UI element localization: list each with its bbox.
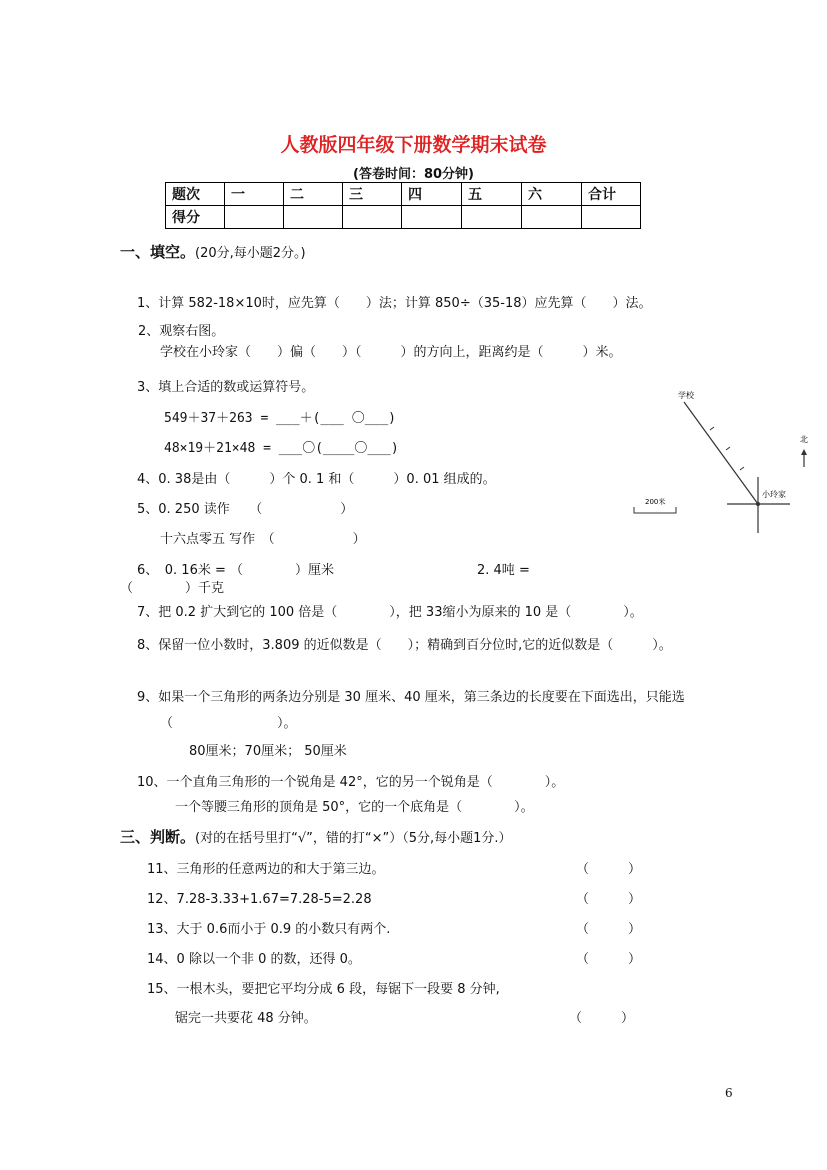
question-10-line-1: 10、一个直角三角形的一个锐角是 42°，它的另一个锐角是（ ）。	[137, 775, 565, 790]
table-cell: 题次	[166, 183, 225, 206]
question-3-line-2: 48×19＋21×48 = ___〇(____〇___)	[164, 441, 399, 456]
question-6-part-2: 2. 4吨 =	[477, 563, 530, 578]
question-10-line-2: 一个等腰三角形的顶角是 50°，它的一个底角是（ ）。	[175, 800, 534, 815]
page-number: 6	[725, 1086, 733, 1100]
table-cell[interactable]	[582, 206, 641, 229]
question-5-line-2: 十六点零五 写作 （ ）	[160, 532, 366, 547]
question-4: 4、0. 38是由（ ）个 0. 1 和（ ）0. 01 组成的。	[137, 472, 496, 487]
question-11: 11、三角形的任意两边的和大于第三边。	[147, 862, 385, 877]
tick-mark	[710, 427, 714, 430]
school-label: 学校	[678, 391, 694, 400]
table-cell[interactable]	[462, 206, 522, 229]
table-cell: 得分	[166, 206, 225, 229]
table-cell: 合计	[582, 183, 641, 206]
question-9-prompt: 9、如果一个三角形的两条边分别是 30 厘米、40 厘米，第三条边的长度要在下面选出，只能选	[137, 690, 685, 705]
question-6-part-3: （ ）千克	[120, 581, 225, 596]
section1-title: 一、填空。	[120, 243, 196, 261]
section1-note: (20分,每小题2分。)	[195, 246, 306, 261]
table-cell[interactable]	[225, 206, 284, 229]
question-2-prompt: 2、观察右图。	[138, 324, 225, 339]
north-label: 北	[800, 435, 808, 444]
question-1: 1、计算 582-18×10时，应先算（ ）法；计算 850÷（35-18）应先算（ ）法。	[137, 296, 652, 311]
table-cell: 三	[343, 183, 402, 206]
table-cell: 二	[284, 183, 343, 206]
question-8: 8、保留一位小数时，3.809 的近似数是（ ）；精确到百分位时,它的近似数是（ ）。	[137, 638, 672, 653]
table-cell: 四	[402, 183, 462, 206]
score-table	[165, 182, 641, 229]
question-3-prompt: 3、填上合适的数或运算符号。	[137, 380, 315, 395]
answer-paren-14[interactable]: （ ）	[576, 952, 642, 967]
scale-bar	[634, 507, 676, 513]
question-15-line-1: 15、一根木头，要把它平均分成 6 段，每锯下一段要 8 分钟,	[147, 982, 500, 997]
question-9-answer: （ ）。	[160, 716, 297, 731]
school-direction-line	[684, 402, 758, 504]
section3-note: (对的在括号里打“√”，错的打“×”）（5分,每小题1分.）	[195, 831, 512, 846]
question-13: 13、大于 0.6而小于 0.9 的小数只有两个.	[147, 922, 391, 937]
scale-label: 200米	[645, 498, 666, 506]
table-cell[interactable]	[522, 206, 582, 229]
table-row	[166, 183, 641, 206]
answer-paren-13[interactable]: （ ）	[576, 922, 642, 937]
question-2-body: 学校在小玲家（ ）偏（ ）（ ）的方向上，距离约是（ ）米。	[160, 345, 622, 360]
home-point	[756, 502, 760, 506]
table-cell[interactable]	[284, 206, 343, 229]
question-3-line-1: 549＋37＋263 = ___＋(___ 〇___)	[164, 411, 397, 426]
tick-mark	[740, 467, 744, 470]
question-15-line-2: 锯完一共要花 48 分钟。	[175, 1011, 317, 1026]
section3-title: 三、判断。	[120, 828, 196, 846]
question-5-line-1: 5、0. 250 读作 （ ）	[137, 502, 354, 517]
table-cell: 六	[522, 183, 582, 206]
tick-mark	[726, 447, 730, 450]
question-6-part-1: 6、 0. 16米 = （ ）厘米	[137, 563, 335, 578]
page-title: 人教版四年级下册数学期末试卷	[280, 134, 547, 156]
direction-map-figure	[630, 383, 810, 543]
exam-time: (答卷时间：80分钟)	[353, 167, 474, 182]
section3-heading	[120, 826, 512, 847]
question-9-options: 80厘米；70厘米； 50厘米	[189, 744, 347, 759]
answer-paren-11[interactable]: （ ）	[576, 862, 642, 877]
table-row	[166, 206, 641, 229]
section1-heading	[120, 241, 306, 262]
answer-paren-12[interactable]: （ ）	[576, 892, 642, 907]
table-cell: 五	[462, 183, 522, 206]
question-7: 7、把 0.2 扩大到它的 100 倍是（ ），把 33缩小为原来的 10 是（ ）。	[137, 605, 643, 620]
table-cell: 一	[225, 183, 284, 206]
north-arrowhead-icon	[801, 449, 807, 455]
home-label: 小玲家	[762, 490, 786, 499]
table-cell[interactable]	[402, 206, 462, 229]
question-14: 14、0 除以一个非 0 的数，还得 0。	[147, 952, 361, 967]
table-cell[interactable]	[343, 206, 402, 229]
answer-paren-15[interactable]: （ ）	[569, 1011, 635, 1026]
question-12: 12、7.28-3.33+1.67=7.28-5=2.28	[147, 892, 372, 907]
